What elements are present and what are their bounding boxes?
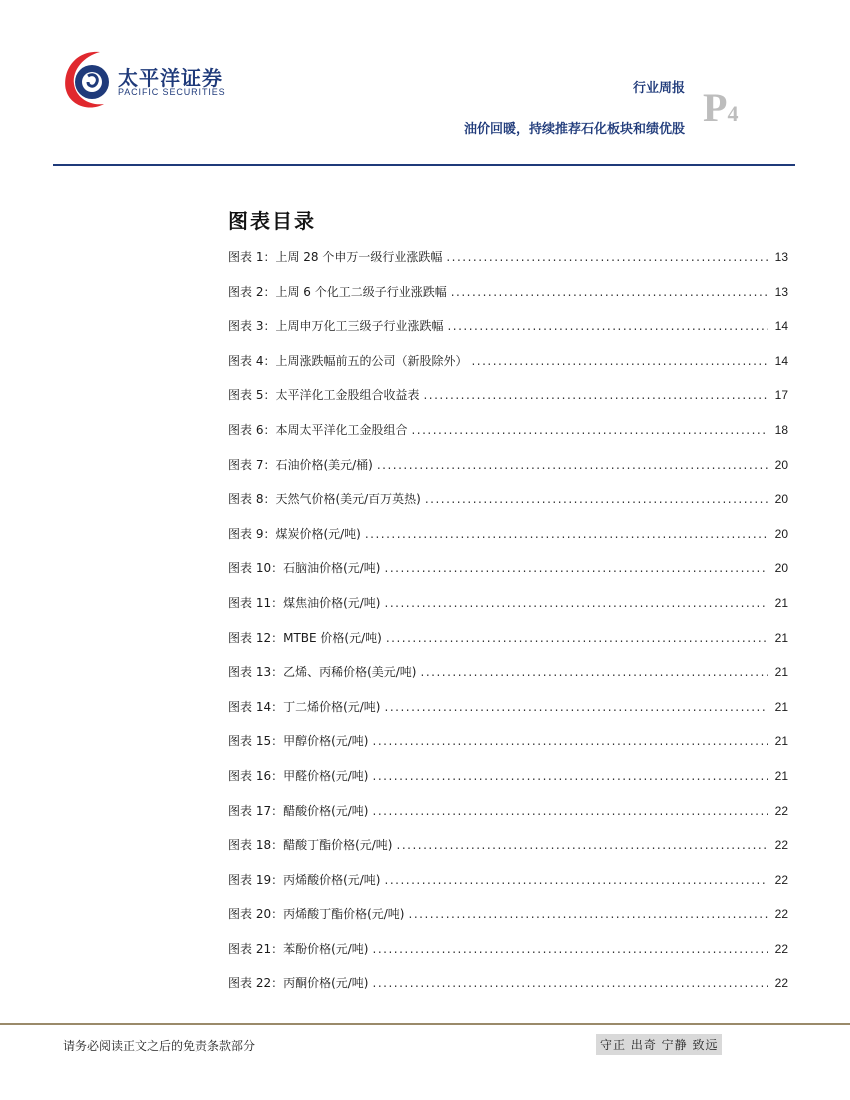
toc-dot-leader: [397, 838, 769, 852]
toc-entry-label: 图表 7：石油价格(美元/桶): [228, 457, 373, 472]
toc-entry[interactable]: [228, 386, 788, 421]
toc-entry-label: 图表 10：石脑油价格(元/吨): [228, 561, 381, 576]
toc-entry-page: 21: [774, 699, 788, 714]
toc-entry-page: 13: [774, 284, 788, 299]
toc-entry-page: 21: [774, 665, 788, 680]
toc-dot-leader: [421, 665, 769, 679]
toc-entry[interactable]: [228, 317, 788, 352]
toc-dot-leader: [411, 423, 768, 437]
pacific-securities-logo-icon: [60, 46, 114, 112]
toc-entry-label: 图表 19：丙烯酸价格(元/吨): [228, 872, 381, 887]
logo-chinese-name: 太平洋证券: [118, 66, 223, 90]
toc-entry-label: 图表 17：醋酸价格(元/吨): [228, 803, 369, 818]
toc-dot-leader: [447, 319, 768, 333]
page-number-mark: [703, 84, 738, 131]
toc-entry-page: 22: [774, 872, 788, 887]
report-subtitle: 油价回暖，持续推荐石化板块和绩优股: [463, 122, 685, 137]
page-number: 4: [727, 101, 739, 126]
toc-entry[interactable]: [228, 905, 788, 940]
toc-dot-leader: [373, 769, 769, 783]
toc-entry-label: 图表 2：上周 6 个化工二级子行业涨跌幅: [228, 284, 447, 299]
toc-entry[interactable]: [228, 698, 788, 733]
toc-entry[interactable]: [228, 629, 788, 664]
toc-dot-leader: [385, 700, 769, 714]
toc-entry-label: 图表 6：本周太平洋化工金股组合: [228, 422, 408, 437]
toc-entry-label: 图表 5：太平洋化工金股组合收益表: [228, 388, 420, 403]
company-motto: 守正 出奇 宁静 致远: [596, 1034, 722, 1055]
toc-entry-label: 图表 3：上周申万化工三级子行业涨跌幅: [228, 319, 444, 334]
toc-entry[interactable]: [228, 974, 788, 1009]
toc-entry[interactable]: [228, 663, 788, 698]
toc-entry[interactable]: [228, 767, 788, 802]
toc-entry-page: 20: [774, 526, 788, 541]
toc-entry[interactable]: [228, 559, 788, 594]
toc-dot-leader: [385, 561, 769, 575]
toc-entry-page: 21: [774, 768, 788, 783]
toc-dot-leader: [373, 976, 769, 990]
toc-entry-page: 22: [774, 976, 788, 991]
toc-entry-label: 图表 9：煤炭价格(元/吨): [228, 526, 361, 541]
toc-dot-leader: [385, 873, 769, 887]
page-letter: P: [703, 85, 728, 130]
toc-entry[interactable]: [228, 836, 788, 871]
toc-entry-page: 14: [774, 319, 788, 334]
toc-entry[interactable]: [228, 352, 788, 387]
toc-entry-page: 22: [774, 803, 788, 818]
toc-entry-label: 图表 13：乙烯、丙稀价格(美元/吨): [228, 665, 417, 680]
toc-entry[interactable]: [228, 871, 788, 906]
toc-entry-label: 图表 12：MTBE 价格(元/吨): [228, 630, 382, 645]
toc-entry-page: 20: [774, 561, 788, 576]
toc-entry-page: 21: [774, 595, 788, 610]
toc-entry[interactable]: [228, 283, 788, 318]
toc-entry-label: 图表 22：丙酮价格(元/吨): [228, 976, 369, 991]
toc-entry-page: 22: [774, 838, 788, 853]
toc-entry[interactable]: [228, 594, 788, 629]
toc-entry[interactable]: [228, 940, 788, 975]
toc-entry[interactable]: [228, 421, 788, 456]
toc-dot-leader: [385, 596, 769, 610]
toc-entry[interactable]: [228, 490, 788, 525]
toc-list: [228, 248, 788, 1009]
toc-entry-page: 22: [774, 907, 788, 922]
toc-entry-label: 图表 14：丁二烯价格(元/吨): [228, 699, 381, 714]
toc-dot-leader: [425, 492, 768, 506]
toc-entry[interactable]: [228, 248, 788, 283]
toc-entry-label: 图表 1：上周 28 个申万一级行业涨跌幅: [228, 250, 443, 264]
toc-entry-page: 13: [774, 250, 788, 264]
toc-entry[interactable]: [228, 456, 788, 491]
disclaimer-note: 请务必阅读正文之后的免责条款部分: [63, 1039, 256, 1053]
toc-dot-leader: [386, 631, 768, 645]
toc-title: 图表目录: [228, 209, 316, 233]
toc-dot-leader: [373, 734, 769, 748]
toc-entry[interactable]: [228, 525, 788, 560]
toc-entry-page: 18: [774, 422, 788, 437]
toc-entry-page: 20: [774, 492, 788, 507]
toc-dot-leader: [471, 354, 768, 368]
toc-entry-label: 图表 11：煤焦油价格(元/吨): [228, 595, 381, 610]
toc-entry-label: 图表 20：丙烯酸丁酯价格(元/吨): [228, 907, 405, 922]
toc-entry[interactable]: [228, 732, 788, 767]
toc-entry-label: 图表 18：醋酸丁酯价格(元/吨): [228, 838, 393, 853]
report-type-label: 行业周报: [632, 81, 685, 96]
toc-entry-page: 14: [774, 353, 788, 368]
toc-entry-label: 图表 21：苯酚价格(元/吨): [228, 941, 369, 956]
toc-entry-page: 20: [774, 457, 788, 472]
toc-entry-page: 22: [774, 941, 788, 956]
toc-entry-page: 21: [774, 734, 788, 749]
toc-entry-label: 图表 4：上周涨跌幅前五的公司（新股除外）: [228, 353, 468, 368]
toc-entry-page: 17: [774, 388, 788, 403]
brand-logo: [60, 46, 260, 116]
toc-dot-leader: [451, 285, 768, 299]
toc-entry-label: 图表 15：甲醇价格(元/吨): [228, 734, 369, 749]
toc-dot-leader: [365, 527, 768, 541]
toc-entry-page: 21: [774, 630, 788, 645]
toc-dot-leader: [373, 804, 769, 818]
logo-english-name: PACIFIC SECURITIES: [118, 87, 226, 97]
toc-dot-leader: [377, 458, 768, 472]
toc-dot-leader: [409, 907, 769, 921]
toc-entry-label: 图表 8：天然气价格(美元/百万英热): [228, 492, 421, 507]
toc-dot-leader: [446, 250, 768, 264]
footer-divider: [0, 1023, 850, 1025]
header-divider: [53, 164, 795, 166]
toc-dot-leader: [373, 942, 769, 956]
toc-entry-label: 图表 16：甲醛价格(元/吨): [228, 768, 369, 783]
toc-dot-leader: [423, 388, 768, 402]
toc-entry[interactable]: [228, 802, 788, 837]
